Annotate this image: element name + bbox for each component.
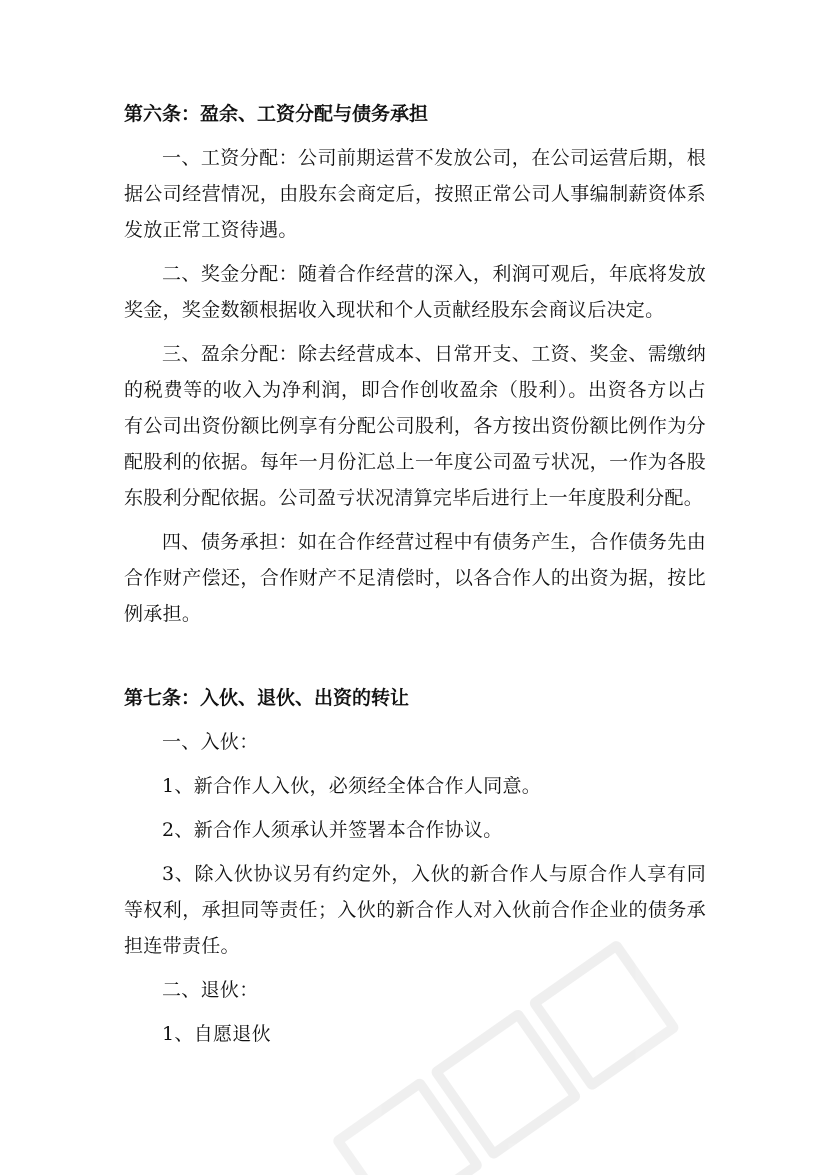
article-7-paragraph-2: 1、新合作人入伙，必须经全体合作人同意。 <box>162 775 542 797</box>
article-7-paragraph-5: 二、退伙： <box>162 979 259 1001</box>
article-6-paragraph-3: 三、盈余分配：除去经营成本、日常开支、工资、奖金、需缴纳的税费等的收入为净利润，即合作创收盈余（股利）。出资各方以占有公司出资份额比例享有分配公司股利，各方按出资份额比例作为分配股利的依据。每年一月份汇总上一年度公司盈亏状况，一作为各股东股利分配依据。公司盈亏状况清算完毕后进行上一年度股利分配。 <box>124 343 706 509</box>
article-6-title: 第六条：盈余、工资分配与债务承担 <box>124 103 429 125</box>
article-6-paragraph-1: 一、工资分配：公司前期运营不发放公司，在公司运营后期，根据公司经营情况，由股东会商定后，按照正常公司人事编制薪资体系发放正常工资待遇。 <box>124 147 706 241</box>
article-6-paragraph-4: 四、债务承担：如在合作经营过程中有债务产生，合作债务先由合作财产偿还，合作财产不足清偿时，以各合作人的出资为据，按比例承担。 <box>124 531 706 625</box>
article-7-paragraph-6: 1、自愿退伙 <box>162 1023 271 1045</box>
article-7-paragraph-3: 2、新合作人须承认并签署本合作协议。 <box>162 819 503 841</box>
article-6-paragraph-2: 二、奖金分配：随着合作经营的深入，利润可观后，年底将发放奖金，奖金数额根据收入现状和个人贡献经股东会商议后决定。 <box>124 263 706 321</box>
article-7-paragraph-1: 一、入伙： <box>162 731 259 753</box>
article-7-paragraph-4: 3、除入伙协议另有约定外，入伙的新合作人与原合作人享有同等权利，承担同等责任；入伙的新合作人对入伙前合作企业的债务承担连带责任。 <box>124 863 706 957</box>
article-7-section <box>124 680 706 1052</box>
article-6-section <box>124 96 706 632</box>
article-7-title: 第七条：入伙、退伙、出资的转让 <box>124 687 410 709</box>
document-body <box>124 96 706 1052</box>
